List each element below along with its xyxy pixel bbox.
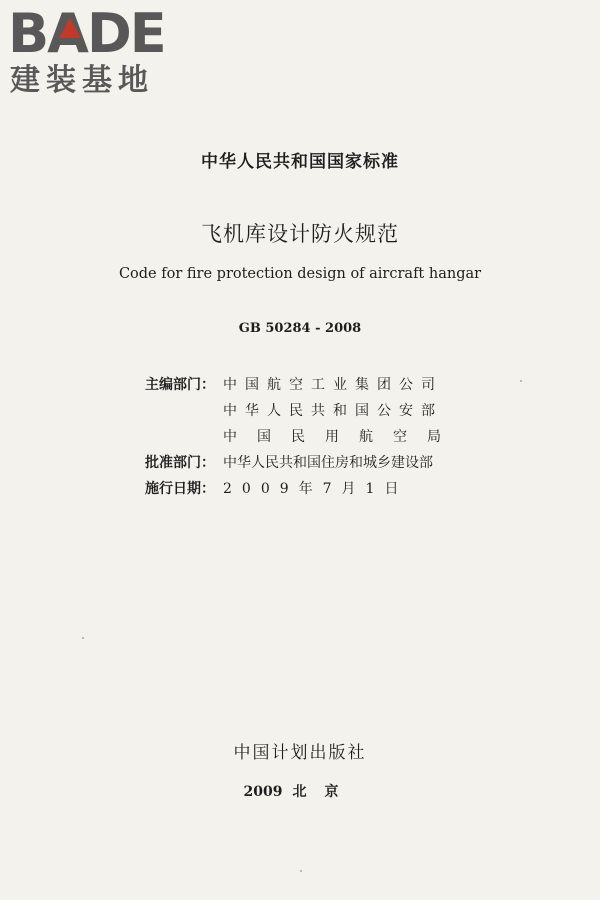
standard-code: GB 50284 - 2008 <box>238 321 362 336</box>
editor-row-1 <box>145 372 475 398</box>
bade-logo <box>6 2 176 101</box>
logo-chinese-text: 建装基地 <box>10 63 154 98</box>
logo-accent-triangle-icon <box>59 18 81 38</box>
document-title-english: Code for fire protection design of aircraft hangar <box>118 266 482 282</box>
publisher-name: 中国计划出版社 <box>233 743 367 763</box>
editor-dept-2: 中华人民共和国公安部 <box>223 403 443 419</box>
approver-label: 批准部门： <box>145 455 215 471</box>
publication-line <box>0 781 600 801</box>
editor-dept-3: 中国民用航空局 <box>223 429 461 445</box>
publication-city: 北京 <box>292 784 357 800</box>
effective-date: 2009年7月1日 <box>223 481 409 497</box>
editor-dept-1: 中国航空工业集团公司 <box>223 377 443 393</box>
issuing-info <box>145 372 475 502</box>
publication-year: 2009 <box>243 784 283 800</box>
editor-row-2 <box>145 398 475 424</box>
approver-row <box>145 450 475 476</box>
effective-date-label: 施行日期： <box>145 481 215 497</box>
paper-speck <box>520 380 522 382</box>
document-title-chinese: 飞机库设计防火规范 <box>201 222 399 246</box>
editor-row-3 <box>145 424 475 450</box>
editor-label: 主编部门： <box>145 377 215 393</box>
paper-speck <box>300 870 302 872</box>
logo-wordmark: BADE <box>8 2 165 65</box>
standard-category: 中华人民共和国国家标准 <box>201 152 399 172</box>
effective-date-row <box>145 476 475 502</box>
approver-dept: 中华人民共和国住房和城乡建设部 <box>223 455 433 471</box>
paper-speck <box>82 637 84 639</box>
